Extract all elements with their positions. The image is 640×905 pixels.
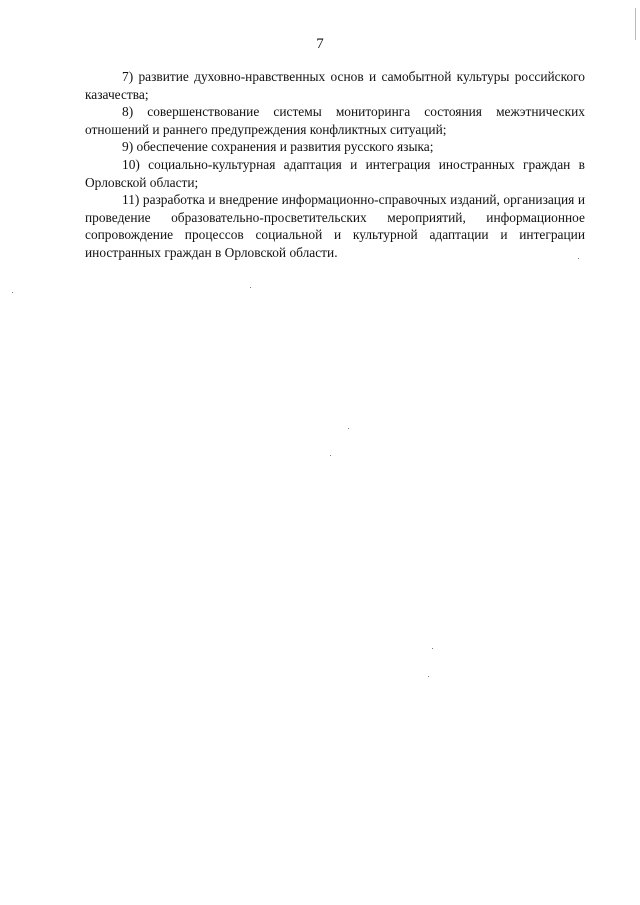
scan-speck	[428, 676, 429, 677]
scan-speck	[250, 287, 251, 288]
list-item-10: 10) социально-культурная адаптация и интеграция иностранных граждан в Орловской области;	[85, 156, 585, 190]
scan-speck	[348, 428, 349, 429]
list-item-9: 9) обеспечение сохранения и развития русского языка;	[122, 139, 434, 155]
scan-speck	[578, 258, 579, 259]
list-item-7: 7) развитие духовно-нравственных основ и самобытной культуры российского казачества;	[85, 69, 585, 102]
page-number: 7	[316, 36, 324, 52]
scan-speck	[432, 648, 433, 649]
scan-speck	[12, 292, 13, 293]
list-item-11: 11) разработка и внедрение информационно-справочных изданий, организация и проведение образовательно-просветительских мероприятий, информационное сопровождение процессов социальной и культурной адаптации и интеграции иностранных граждан в Орловской области.	[85, 192, 585, 260]
list-item-8: 8) совершенствование системы мониторинга состояния межэтнических отношений и раннего предупреждения конфликтных ситуаций;	[85, 104, 585, 137]
document-body	[85, 68, 585, 262]
scan-speck	[330, 455, 331, 456]
